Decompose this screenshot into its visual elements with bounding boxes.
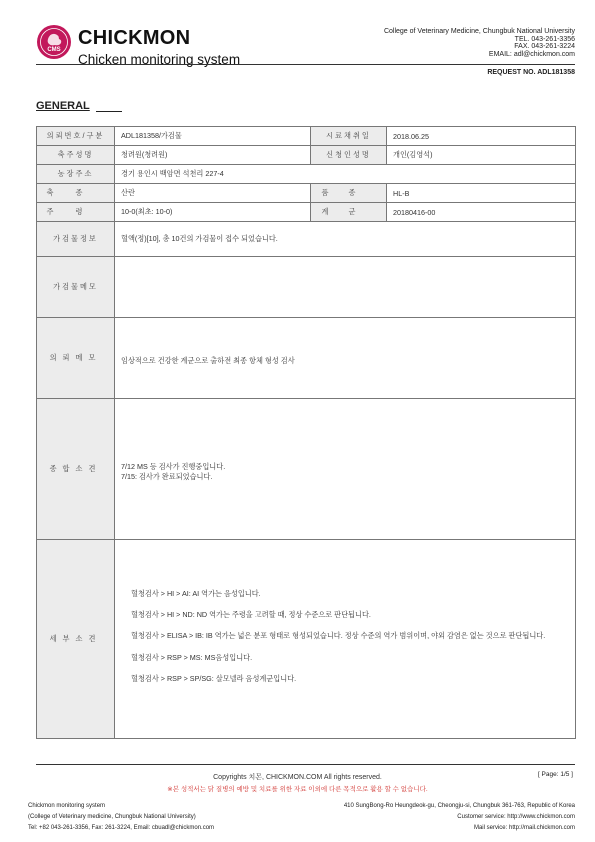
logo-text: CMS: [47, 47, 61, 53]
detail-line: 혈청검사 > RSP > MS: MS음성입니다.: [131, 652, 253, 662]
summary-line: 7/15: 검사가 완료되었습니다.: [121, 472, 213, 481]
brand-subtitle: Chicken monitoring system: [78, 52, 241, 67]
report-table: [36, 126, 576, 739]
lot-value: 20180416-00: [387, 203, 576, 222]
header-org: College of Veterinary Medicine, Chungbuk National University: [383, 28, 575, 35]
breed-label: 축종: [37, 184, 115, 203]
age-value: 10-0(최초: 10-0): [115, 203, 311, 222]
table-row: [37, 257, 576, 318]
footer-left-line: Tel: +82 043-261-3356, Fax: 261-3224, Email: cbuadl@chickmon.com: [28, 825, 215, 832]
date-label: 시료채취일: [311, 127, 387, 146]
cms-logo: [36, 24, 72, 60]
footer-left: [28, 801, 214, 835]
table-row: [37, 318, 576, 399]
footer-left-line: (College of Veterinary medicine, Chungbuk National University): [28, 814, 196, 821]
detail-line: 혈청검사 > ELISA > IB: IB 역가는 넓은 분포 형태로 형성되었습니다. 정상 수준의 역가 범위이며, 야외 감염은 없는 것으로 판단됩니다.: [131, 631, 546, 641]
header-fax: FAX. 043-261-3224: [514, 43, 575, 51]
variety-value: HL-B: [387, 184, 576, 203]
request-memo-label: 의뢰메모: [37, 318, 115, 399]
sample-info-value: 혈액(정)[10], 총 10건의 가검물이 접수 되었습니다.: [115, 222, 576, 257]
applicant-label: 신청인성명: [311, 146, 387, 165]
footer-divider: [36, 764, 575, 765]
owner-label: 축주성명: [37, 146, 115, 165]
copyright: Copyrights 치몬, CHICKMON.COM All rights reserved.: [213, 774, 382, 781]
table-row: [37, 165, 576, 184]
variety-label: 품종: [311, 184, 387, 203]
footer-left-line: Chickmon monitoring system: [28, 803, 106, 809]
age-label: 주령: [37, 203, 115, 222]
request-memo-value: 임상적으로 건강한 계군으로 출하전 최종 항체 형성 검사: [115, 318, 576, 399]
detail-line: 혈청검사 > HI > ND: ND 역가는 주령을 고려할 때, 정상 수준으로 판단됩니다.: [131, 610, 371, 620]
table-row: [37, 540, 576, 739]
section-title: GENERAL: [36, 100, 90, 112]
detail-line: 혈청검사 > RSP > SP/SG: 살모넬라 음성계군입니다.: [131, 673, 297, 683]
detail-value: [115, 540, 576, 739]
table-row: [37, 222, 576, 257]
applicant-value: 개인(김영석): [387, 146, 576, 165]
footer-customer-service-link[interactable]: Customer service: http://www.chickmon.com: [457, 814, 575, 821]
detail-line: 혈청검사 > HI > AI: AI 역가는 음성입니다.: [131, 589, 261, 599]
breed-value: 산란: [115, 184, 311, 203]
footer-right: [344, 801, 575, 835]
table-row: [37, 127, 576, 146]
table-row: [37, 203, 576, 222]
lot-label: 계군: [311, 203, 387, 222]
summary-value: [115, 399, 576, 540]
usage-warning: ※본 성적서는 닭 질병의 예방 및 치료를 위한 자료 이외에 다른 목적으로 활용 할 수 없습니다.: [167, 786, 428, 793]
owner-value: 청려원(청려원): [115, 146, 311, 165]
request-number: REQUEST NO. ADL181358: [487, 69, 575, 76]
footer-mail-service-link[interactable]: Mail service: http://mail.chickmon.com: [473, 825, 575, 832]
request-value: ADL181358/가검물: [115, 127, 311, 146]
header-tel: TEL. 043-261-3356: [514, 35, 575, 43]
request-label: 의뢰번호/구분: [37, 127, 115, 146]
summary-label: 종합소견: [37, 399, 115, 540]
header-divider: [36, 64, 575, 65]
footer-address: 410 SungBong-Ro Heungdeok-gu, Cheongju-si, Chungbuk 361-763, Republic of Korea: [343, 803, 575, 809]
page-number: [ Page: 1/5 ]: [537, 771, 573, 778]
header-contact: [384, 28, 575, 58]
sample-memo-value: [115, 257, 576, 318]
summary-line: 7/12 MS 등 검사가 진행중입니다.: [121, 462, 226, 471]
detail-label: 세부소견: [37, 540, 115, 739]
section-underline: [96, 111, 122, 112]
brand-title: CHICKMON: [78, 27, 191, 49]
table-row: [37, 184, 576, 203]
table-row: [37, 146, 576, 165]
sample-info-label: 가검물정보: [37, 222, 115, 257]
table-row: [37, 399, 576, 540]
date-value: 2018.06.25: [387, 127, 576, 146]
address-label: 농장주소: [37, 165, 115, 184]
sample-memo-label: 가검물메모: [37, 257, 115, 318]
address-value: 경기 용인시 백암면 석천리 227-4: [115, 165, 576, 184]
header-email: EMAIL: adl@chickmon.com: [488, 50, 575, 58]
